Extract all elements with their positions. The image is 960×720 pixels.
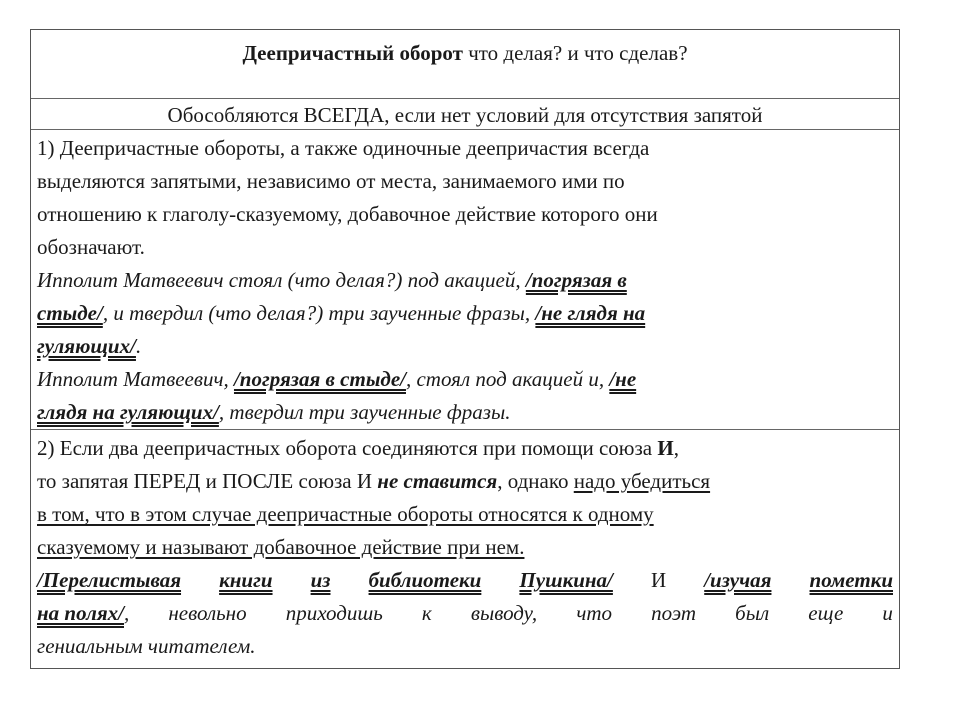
example-text: невольно xyxy=(168,601,247,625)
participial-phrase: /изучая xyxy=(704,568,772,592)
rules-table xyxy=(30,29,900,669)
example-text: Ипполит Матвеевич, xyxy=(37,367,234,391)
example-two-line xyxy=(37,363,893,396)
check-note: в том, что в этом случае деепричастные обороты относятся к одному xyxy=(37,502,654,526)
example-text: и xyxy=(882,601,893,625)
participial-phrase: стыде/ xyxy=(37,301,103,325)
example-text: что xyxy=(576,601,612,625)
rule-two-line xyxy=(37,465,893,498)
participial-phrase: глядя на гуляющих/ xyxy=(37,400,219,424)
title-bold: Деепричастный оборот xyxy=(242,41,463,65)
example-text: . xyxy=(135,334,142,358)
rule-two-row xyxy=(31,430,899,670)
example-three-line xyxy=(37,564,893,597)
rule-two-line xyxy=(37,498,893,531)
example-text: выводу, xyxy=(470,601,538,625)
conjunction-i: И xyxy=(657,436,674,460)
example-three-line xyxy=(37,597,893,630)
rule-one-line: отношению к глаголу-сказуемому, добавочное действие которого они xyxy=(37,202,658,226)
table-header-row xyxy=(31,30,899,99)
example-text: , стоял под акацией и, xyxy=(405,367,610,391)
participial-phrase: /не глядя на xyxy=(535,301,646,325)
participial-phrase: книги xyxy=(219,568,273,592)
rule-text: 2) Если два деепричастных оборота соединяются при помощи союза xyxy=(37,436,658,460)
title-question: что делая? и что сделав? xyxy=(462,41,688,65)
participial-phrase: Пушкина/ xyxy=(519,568,613,592)
not-placed-emphasis: не ставится xyxy=(377,469,498,493)
participial-phrase: гуляющих/ xyxy=(37,334,136,358)
example-text: поэт xyxy=(651,601,697,625)
participial-phrase: пометки xyxy=(809,568,893,592)
example-three-line xyxy=(37,630,893,663)
rule-one-row xyxy=(31,130,899,430)
participial-phrase: /погрязая в xyxy=(525,268,627,292)
rule-text: , однако xyxy=(497,469,574,493)
example-one-line xyxy=(37,330,893,363)
table-subheader-row xyxy=(31,99,899,130)
rule-text: то запятая ПЕРЕД и ПОСЛЕ союза И xyxy=(37,469,378,493)
example-text: , и твердил (что делая?) три заученные фразы, xyxy=(102,301,536,325)
participial-phrase: на полях/ xyxy=(37,601,124,625)
example-text: приходишь xyxy=(285,601,383,625)
rule-text: , xyxy=(673,436,679,460)
conjunction-i: И xyxy=(650,568,667,592)
rule-one-line: 1) Деепричастные обороты, а также одиночные деепричастия всегда xyxy=(37,136,650,160)
example-text: Ипполит Матвеевич стоял (что делая?) под акацией, xyxy=(37,268,526,292)
example-text: гениальным читателем. xyxy=(37,634,256,658)
subheader-text: Обособляются ВСЕГДА, если нет условий для отсутствия запятой xyxy=(167,103,763,127)
example-text: был xyxy=(735,601,770,625)
check-note: сказуемому и называют добавочное действие при нем. xyxy=(37,535,525,559)
rule-one-line: обозначают. xyxy=(37,235,145,259)
example-text: , твердил три заученные фразы. xyxy=(218,400,511,424)
rule-one-line: выделяются запятыми, независимо от места, занимаемого ими по xyxy=(37,169,625,193)
example-one-line xyxy=(37,264,893,297)
example-text: еще xyxy=(808,601,844,625)
participial-phrase: из xyxy=(310,568,331,592)
participial-phrase: /погрязая в стыде/ xyxy=(233,367,406,391)
example-one-line xyxy=(37,297,893,330)
rule-one-text xyxy=(37,132,893,429)
rule-two-line xyxy=(37,432,893,465)
table-title xyxy=(31,40,899,66)
example-two-line xyxy=(37,396,893,429)
check-note: надо убедиться xyxy=(573,469,711,493)
participial-phrase: библиотеки xyxy=(368,568,482,592)
example-text: , xyxy=(124,601,130,625)
participial-phrase: /не xyxy=(609,367,637,391)
rule-two-text xyxy=(37,432,893,663)
participial-phrase: /Перелистывая xyxy=(37,568,182,592)
rule-two-line xyxy=(37,531,893,564)
example-text: к xyxy=(421,601,432,625)
